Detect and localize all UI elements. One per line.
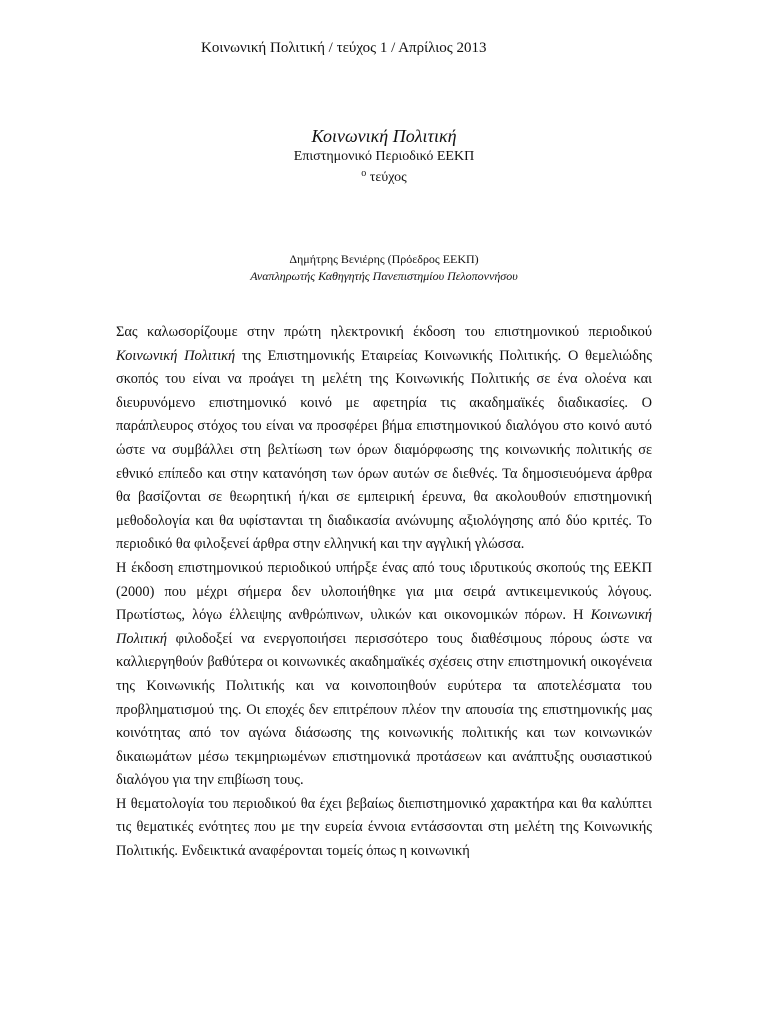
author-block	[0, 251, 768, 285]
paragraph-text: Σας καλωσορίζουμε στην πρώτη ηλεκτρονική έκδοση του επιστημονικού περιοδικού	[116, 324, 652, 340]
issue-line	[0, 165, 768, 186]
journal-name-italic: Κοινωνική Πολιτική	[116, 607, 652, 647]
journal-subtitle: Επιστημονικό Περιοδικό ΕΕΚΠ	[293, 149, 475, 164]
running-header: Κοινωνική Πολιτική / τεύχος 1 / Απρίλιος 2013	[201, 40, 487, 56]
author-affiliation: Αναπληρωτής Καθηγητής Πανεπιστημίου Πελοποννήσου	[250, 269, 518, 283]
journal-title: Κοινωνική Πολιτική	[311, 126, 457, 146]
issue-ordinal-sup: ο	[361, 168, 367, 179]
title-block	[0, 124, 768, 186]
journal-name-italic: Κοινωνική Πολιτική	[116, 347, 236, 364]
paragraph-text: φιλοδοξεί να ενεργοποιήσει περισσότερο τους διαθέσιμους πόρους ώστε να καλλιεργηθούν βαθύτερα οι κοινωνικές ακαδημαϊκές σχέσεις στην επιστημονική οικογένεια της Κοινωνικής Πολιτικής και να κοινοποιηθούν ευρύτερα τα αποτελέσματα του προβληματισμού της. Οι εποχές δεν επιτρέπουν πλέον την απουσία της επιστημονικής μας κοινότητας από τον αγώνα διάσωσης της κοινωνικής πολιτικής και των κοινωνικών δικαιωμάτων μέσω τεκμηριωμένων επιστημονικά προτάσεων και ανάπτυξης ουσιαστικού διαλόγου για την επιβίωση τους.	[116, 630, 652, 789]
paragraph-history	[116, 557, 652, 793]
issue-word: τεύχος	[366, 170, 407, 185]
article-body	[116, 321, 652, 864]
author-name: Δημήτρης Βενιέρης (Πρόεδρος ΕΕΚΠ)	[289, 252, 479, 266]
paragraph-welcome	[116, 321, 652, 557]
paragraph-text: Η έκδοση επιστημονικού περιοδικού υπήρξε ένας από τους ιδρυτικούς σκοπούς της ΕΕΚΠ (2000) που μέχρι σήμερα δεν υλοποιήθηκε για μια σειρά αντικειμενικούς λόγους. Πρωτίστως, λόγω έλλειψης ανθρώπινων, υλικών και οικονομικών πόρων. Η	[116, 559, 652, 624]
paragraph-themes: Η θεματολογία του περιοδικού θα έχει βεβαίως διεπιστημονικό χαρακτήρα και θα καλύπτει τις θεματικές ενότητες που με την ευρεία έννοια εντάσσονται στη μελέτη της Κοινωνικής Πολιτικής. Ενδεικτικά αναφέρονται τομείς όπως η κοινωνική	[116, 795, 652, 860]
paragraph-text: της Επιστημονικής Εταιρείας Κοινωνικής Πολιτικής. Ο θεμελιώδης σκοπός του είναι να προάγει τη μελέτη της Κοινωνικής Πολιτικής σε ένα ολοένα και διευρυνόμενο επιστημονικό κοινό με αφετηρία τις ακαδημαϊκές διαδικασίες. Ο παράπλευρος στόχος του είναι να προσφέρει βήμα επιστημονικού διαλόγου στο κοινό αυτό ώστε να συμβάλλει στη βελτίωση των όρων διαμόρφωσης της κοινωνικής πολιτικής σε εθνικό επίπεδο και στην κατανόηση των όρων αυτών σε διεθνές. Τα δημοσιευόμενα άρθρα θα βασίζονται σε θεωρητική ή/και σε εμπειρική έρευνα, θα ακολουθούν επιστημονική μεθοδολογία και θα υφίστανται τη διαδικασία ανώνυμης αξιολόγησης από δύο κριτές. Το περιοδικό θα φιλοξενεί άρθρα στην ελληνική και την αγγλική γλώσσα.	[116, 347, 652, 553]
